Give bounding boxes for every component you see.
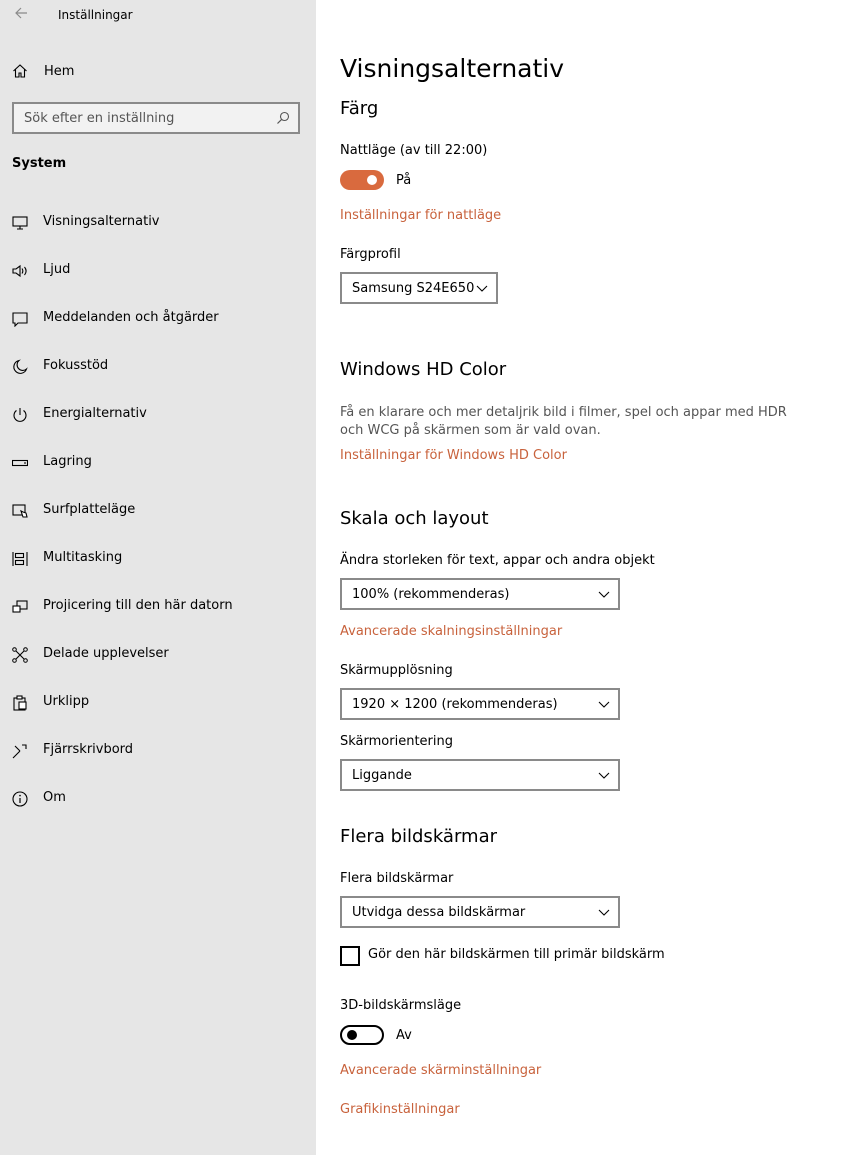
page-title: Visningsalternativ: [340, 54, 565, 83]
chevron-down-icon: [598, 907, 610, 917]
primary-display-checkbox[interactable]: [340, 946, 360, 966]
toggle-knob: [367, 175, 377, 185]
speaker-icon: [12, 263, 28, 279]
3d-mode-label: 3D-bildskärmsläge: [340, 998, 462, 1013]
resolution-label: Skärmupplösning: [340, 663, 453, 678]
sidebar-item-label: Delade upplevelser: [43, 646, 169, 661]
night-light-toggle[interactable]: [340, 170, 384, 190]
toggle-knob: [347, 1030, 357, 1040]
search-box: [12, 102, 300, 134]
color-profile-value: Samsung S24E650: [352, 281, 475, 296]
sidebar-section-title: System: [12, 156, 67, 171]
title-bar: [0, 0, 316, 30]
sidebar-item-label: Energialternativ: [43, 406, 147, 421]
sidebar-item-label: Visningsalternativ: [43, 214, 160, 229]
monitor-icon: [12, 215, 28, 231]
primary-display-label: Gör den här bildskärmen till primär bildskärm: [368, 947, 665, 962]
night-light-state: På: [396, 173, 412, 188]
hd-color-heading: Windows HD Color: [340, 359, 507, 380]
resolution-value: 1920 × 1200 (rekommenderas): [352, 697, 558, 712]
moon-icon: [12, 359, 28, 375]
hd-color-description: Få en klarare och mer detaljrik bild i filmer, spel och appar med HDR och WCG på skärmen som är vald ovan.: [340, 405, 787, 438]
sidebar-item-label: Projicering till den här datorn: [43, 598, 233, 613]
remote-desktop-icon: [12, 743, 28, 759]
sidebar-item-label: Urklipp: [43, 694, 90, 709]
search-icon[interactable]: [276, 111, 290, 125]
night-light-label: Nattläge (av till 22:00): [340, 143, 488, 158]
tablet-icon: [12, 503, 28, 519]
color-profile-select[interactable]: [340, 272, 498, 304]
resolution-select[interactable]: [340, 688, 620, 720]
sidebar-item-visningsalternativ[interactable]: [0, 199, 316, 247]
scale-size-label: Ändra storleken för text, appar och andra objekt: [340, 553, 655, 568]
sidebar-item-label: Lagring: [43, 454, 92, 469]
sidebar-item-lagring[interactable]: [0, 439, 316, 487]
sidebar-item-label: Meddelanden och åtgärder: [43, 310, 219, 325]
scale-select[interactable]: [340, 578, 620, 610]
sidebar-item-surfplattelage[interactable]: [0, 487, 316, 535]
sidebar-item-label: Ljud: [43, 262, 71, 277]
sidebar-item-label: Fjärrskrivbord: [43, 742, 134, 757]
sidebar-item-energialternativ[interactable]: [0, 391, 316, 439]
night-light-settings-link[interactable]: Inställningar för nattläge: [340, 208, 502, 223]
info-icon: [12, 791, 28, 807]
sidebar-item-meddelanden[interactable]: [0, 295, 316, 343]
chevron-down-icon: [598, 589, 610, 599]
window-title: Inställningar: [58, 8, 133, 22]
sidebar-item-ljud[interactable]: [0, 247, 316, 295]
clipboard-icon: [12, 695, 28, 711]
advanced-display-settings-link[interactable]: Avancerade skärminställningar: [340, 1063, 542, 1078]
color-profile-label: Färgprofil: [340, 247, 401, 262]
home-icon: [12, 63, 28, 79]
3d-mode-toggle[interactable]: [340, 1025, 384, 1045]
sidebar-item-label: Surfplatteläge: [43, 502, 136, 517]
sidebar-item-fokusstod[interactable]: [0, 343, 316, 391]
multi-display-label: Flera bildskärmar: [340, 871, 454, 886]
multitasking-icon: [12, 551, 28, 567]
scale-value: 100% (rekommenderas): [352, 587, 510, 602]
sidebar-item-projicering[interactable]: [0, 583, 316, 631]
power-icon: [12, 407, 28, 423]
sidebar-item-urklipp[interactable]: [0, 679, 316, 727]
scale-heading: Skala och layout: [340, 508, 489, 529]
notification-icon: [12, 311, 28, 327]
chevron-down-icon: [598, 770, 610, 780]
chevron-down-icon: [476, 283, 488, 293]
back-button[interactable]: [12, 6, 30, 24]
home-label: Hem: [44, 63, 75, 79]
sidebar-item-multitasking[interactable]: [0, 535, 316, 583]
sidebar: [0, 0, 316, 1155]
storage-icon: [12, 455, 28, 471]
hd-color-settings-link[interactable]: Inställningar för Windows HD Color: [340, 448, 567, 463]
graphics-settings-link[interactable]: Grafikinställningar: [340, 1102, 460, 1117]
sidebar-item-fjarrskrivbord[interactable]: [0, 727, 316, 775]
multi-display-value: Utvidga dessa bildskärmar: [352, 905, 526, 920]
orientation-value: Liggande: [352, 768, 412, 783]
sidebar-item-label: Om: [43, 790, 66, 805]
color-heading: Färg: [340, 98, 379, 119]
orientation-select[interactable]: [340, 759, 620, 791]
3d-mode-state: Av: [396, 1028, 412, 1043]
sidebar-item-om[interactable]: [0, 775, 316, 823]
shared-experiences-icon: [12, 647, 28, 663]
multi-display-heading: Flera bildskärmar: [340, 826, 497, 847]
sidebar-item-delade-upplevelser[interactable]: [0, 631, 316, 679]
chevron-down-icon: [598, 699, 610, 709]
advanced-scaling-link[interactable]: Avancerade skalningsinställningar: [340, 624, 563, 639]
sidebar-item-label: Fokusstöd: [43, 358, 109, 373]
search-input[interactable]: [14, 104, 274, 132]
sidebar-nav: [0, 199, 316, 823]
multi-display-select[interactable]: [340, 896, 620, 928]
arrow-left-icon: [14, 6, 28, 20]
orientation-label: Skärmorientering: [340, 734, 453, 749]
projecting-icon: [12, 599, 28, 615]
sidebar-item-label: Multitasking: [43, 550, 123, 565]
